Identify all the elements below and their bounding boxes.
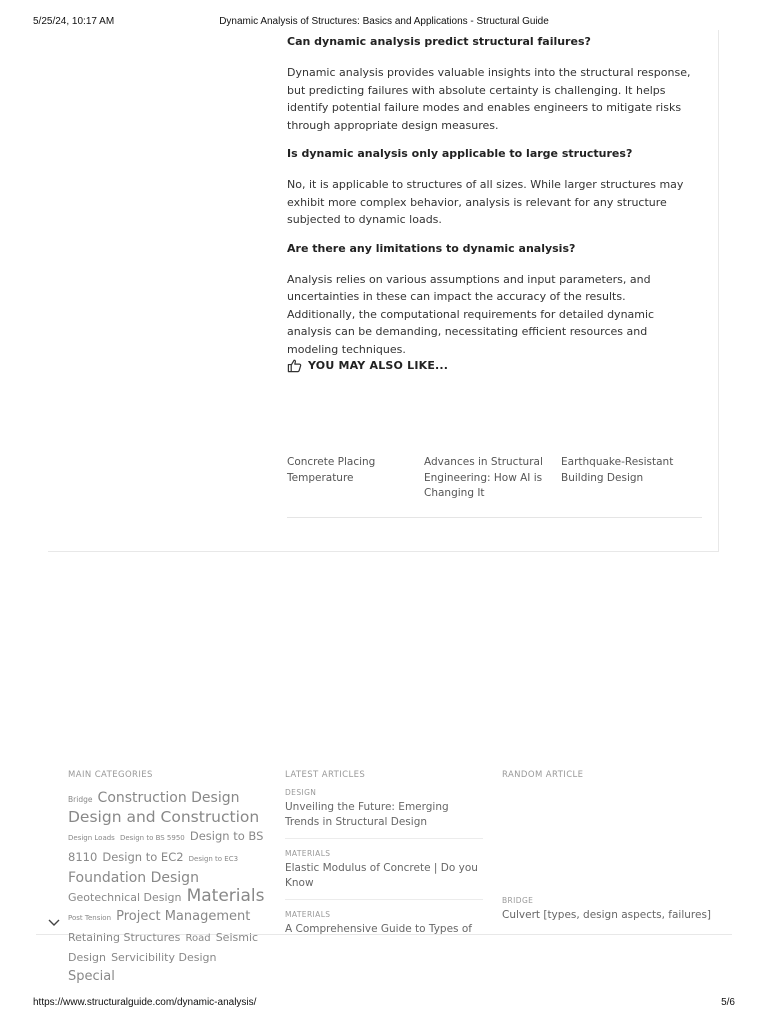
- category-tag-link[interactable]: Post Tension: [68, 914, 112, 922]
- article-category[interactable]: MATERIALS: [285, 910, 331, 919]
- related-post-link[interactable]: Concrete Placing Temperature: [287, 456, 376, 484]
- print-datetime: 5/25/24, 10:17 AM: [33, 16, 115, 27]
- category-tag-link[interactable]: Design Loads: [68, 834, 115, 842]
- article-category[interactable]: DESIGN: [285, 788, 317, 797]
- latest-article-item: [285, 910, 483, 945]
- latest-articles-heading: LATEST ARTICLES: [285, 770, 366, 780]
- category-tag-link[interactable]: Geotechnical Design: [68, 891, 182, 904]
- you-may-also-like-heading: [287, 356, 448, 374]
- category-tag-link[interactable]: Project Management: [116, 909, 251, 924]
- category-tag-link[interactable]: Servicibility Design: [111, 951, 217, 964]
- faq-question: Are there any limitations to dynamic analysis?: [287, 241, 576, 255]
- category-tag-link[interactable]: Construction Design: [97, 790, 240, 806]
- category-tag-link[interactable]: Design and Construction: [68, 808, 260, 826]
- related-post-link[interactable]: Earthquake-Resistant Building Design: [561, 456, 674, 484]
- latest-article-item: [285, 788, 483, 839]
- article-category[interactable]: BRIDGE: [502, 896, 534, 905]
- category-tag-link[interactable]: Seismic Design: [68, 931, 259, 964]
- category-tag-link[interactable]: Design to EC2: [102, 850, 184, 864]
- category-tag-link[interactable]: Foundation Design: [68, 870, 199, 886]
- article-title-link[interactable]: A Comprehensive Guide to Types of: [285, 923, 472, 935]
- category-tag-link[interactable]: Materials: [186, 886, 265, 906]
- site-footer: [36, 760, 732, 984]
- article-title-link[interactable]: Unveiling the Future: Emerging Trends in Structural Design: [285, 801, 449, 828]
- faq-answer: Dynamic analysis provides valuable insights into the structural response, but predicting failures with absolute certainty is challenging. It helps identify potential failure modes and enables engineers to mitigate risks through appropriate design measures.: [287, 66, 691, 132]
- category-tag-link[interactable]: Design to BS 8110: [68, 829, 264, 864]
- category-tag-link[interactable]: Retaining Structures: [68, 931, 181, 944]
- thumbs-up-icon: [287, 358, 302, 373]
- faq-answer: No, it is applicable to structures of all sizes. While larger structures may exhibit more complex behavior, analysis is relevant for any structure subjected to dynamic loads.: [287, 178, 684, 226]
- faq-question: Is dynamic analysis only applicable to large structures?: [287, 147, 633, 160]
- faq-item: [287, 146, 697, 229]
- article-title-link[interactable]: Culvert [types, design aspects, failures]: [502, 909, 712, 921]
- random-article-heading: RANDOM ARTICLE: [502, 770, 584, 780]
- main-categories-heading: MAIN CATEGORIES: [68, 770, 153, 780]
- related-posts: [287, 455, 702, 518]
- category-tag-cloud: [68, 788, 268, 985]
- category-tag-link[interactable]: Design to EC3: [188, 855, 239, 863]
- faq-item: [287, 34, 697, 134]
- related-post-link[interactable]: Advances in Structural Engineering: How AI is Changing It: [424, 456, 543, 499]
- article-title-link[interactable]: Elastic Modulus of Concrete | Do you Know: [285, 862, 478, 889]
- faq-answer: Analysis relies on various assumptions and input parameters, and uncertainties in these can impact the accuracy of the results. Additionally, the computational requirements for detailed dynamic analysis can be demanding, necessitating efficient resources and modeling techniques.: [287, 272, 655, 356]
- print-url: https://www.structuralguide.com/dynamic-analysis/: [33, 997, 257, 1008]
- category-tag-link[interactable]: Design to BS 5950: [119, 834, 185, 842]
- print-footer: [0, 997, 768, 1011]
- chevron-down-icon[interactable]: [47, 918, 61, 928]
- main-categories-widget: [68, 770, 268, 985]
- faq-section: [287, 34, 697, 369]
- random-article-widget: [502, 770, 712, 921]
- you-may-also-like-label: YOU MAY ALSO LIKE...: [308, 358, 449, 372]
- print-page-number: 5/6: [721, 997, 735, 1008]
- faq-question: Can dynamic analysis predict structural failures?: [287, 35, 591, 48]
- category-tag-link[interactable]: Bridge: [68, 795, 93, 804]
- print-header: [0, 16, 768, 30]
- print-page-title: Dynamic Analysis of Structures: Basics and Applications - Structural Guide: [219, 16, 549, 27]
- faq-item: [287, 241, 697, 359]
- latest-article-item: [285, 849, 483, 900]
- category-tag-link[interactable]: Road: [185, 933, 211, 944]
- random-article-item: [502, 896, 712, 923]
- latest-articles-widget: [285, 770, 483, 955]
- category-tag-link[interactable]: Special: [68, 969, 115, 984]
- article-category[interactable]: MATERIALS: [285, 849, 331, 858]
